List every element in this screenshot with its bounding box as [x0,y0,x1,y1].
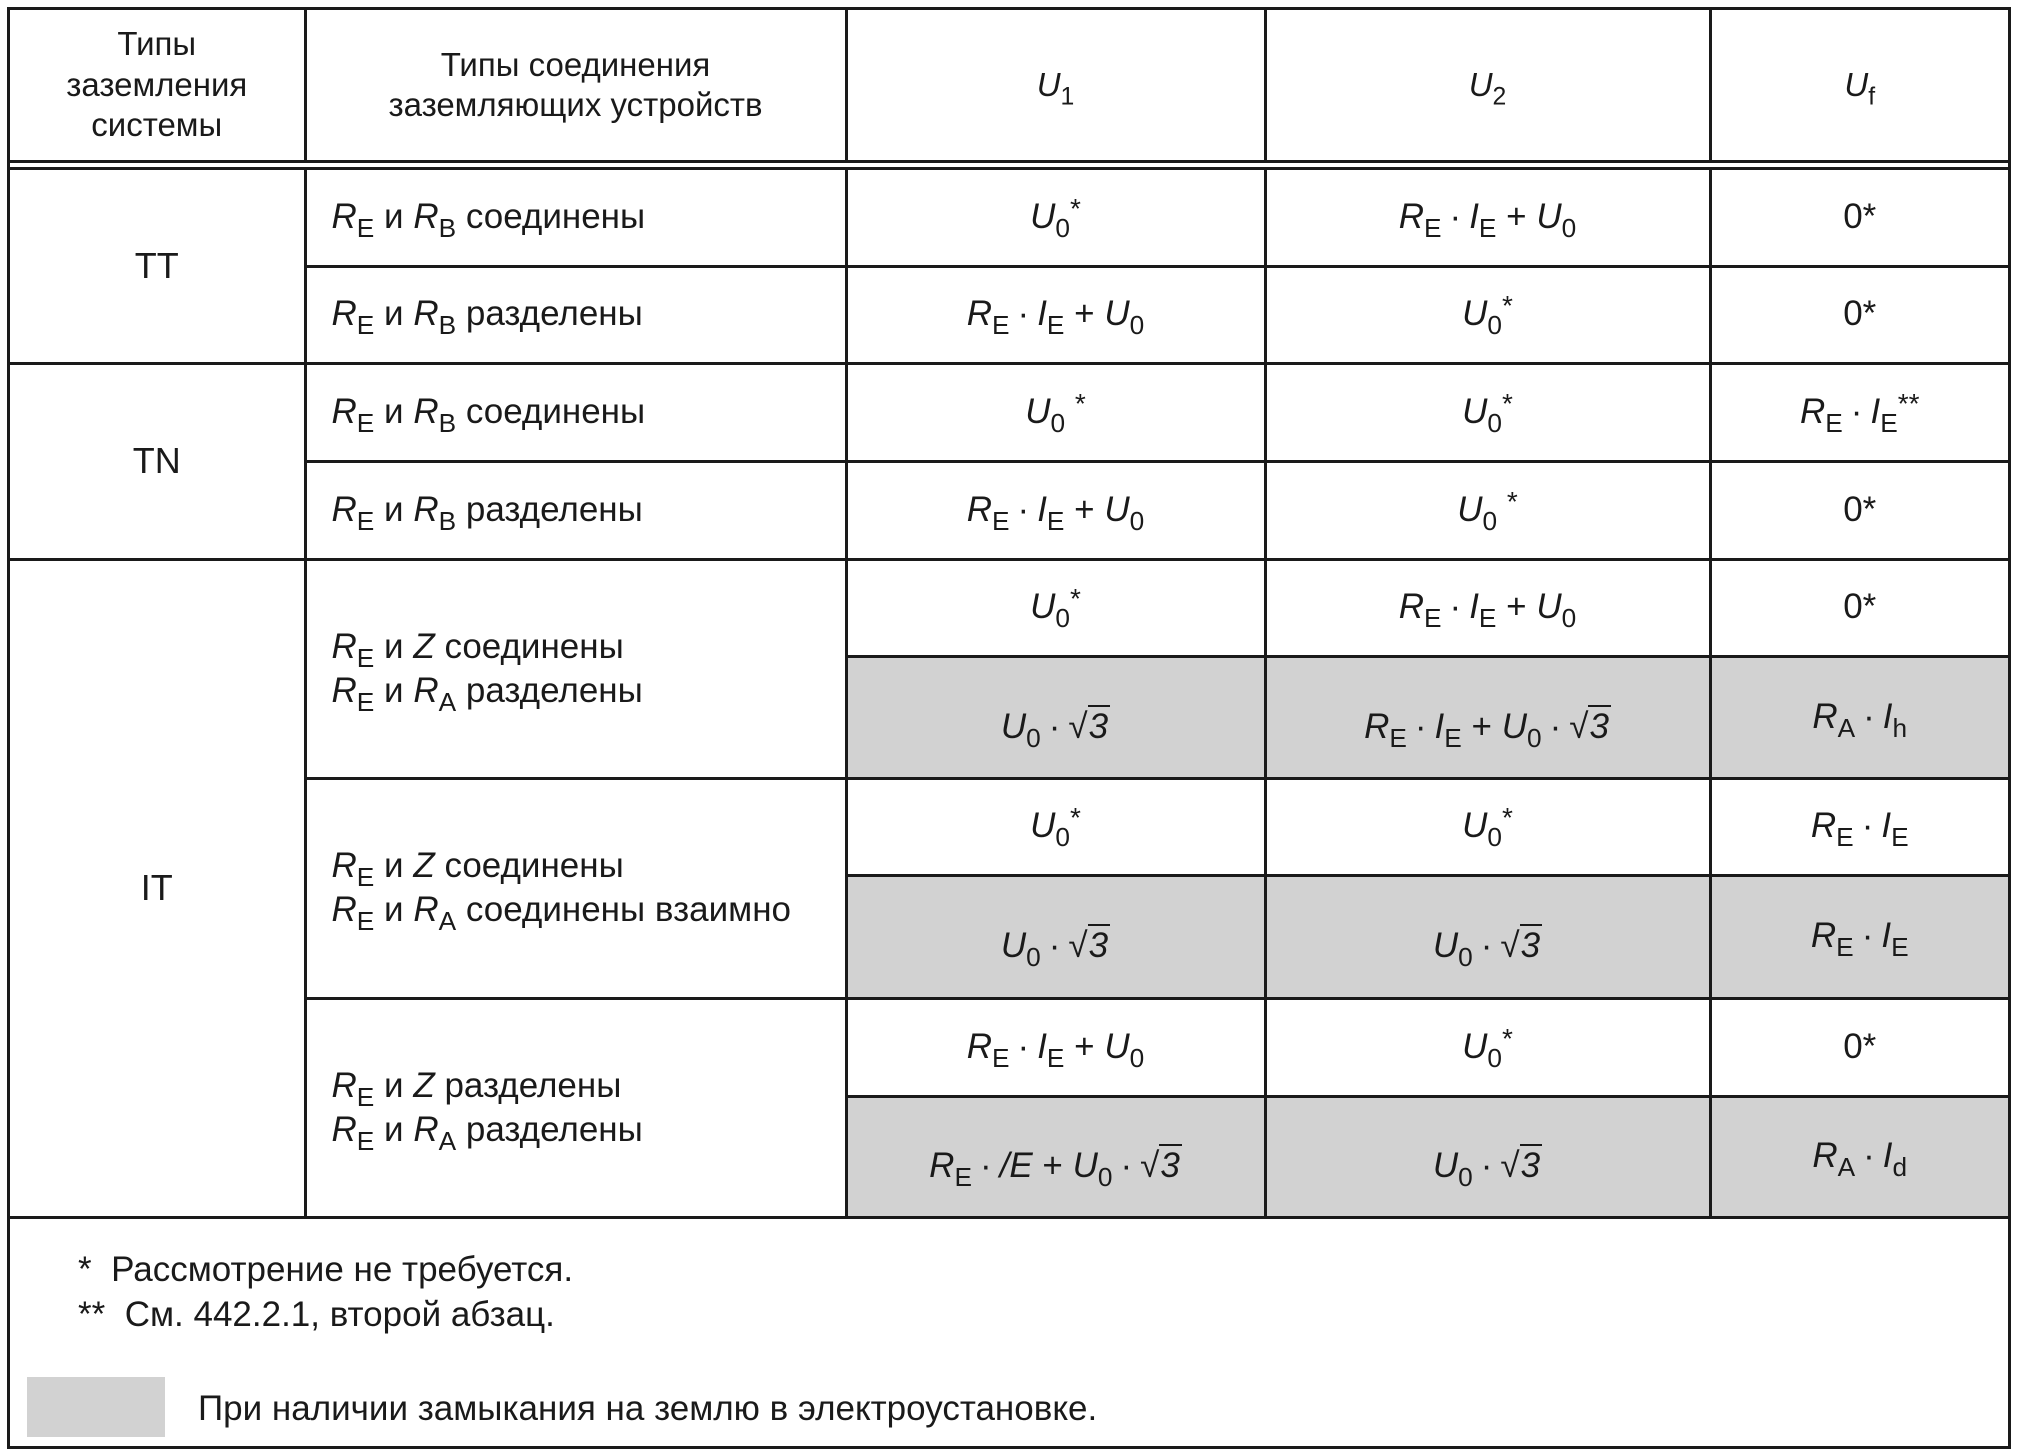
u1-cell-fault: $U_0 \cdot √3$ [846,875,1265,998]
u2-cell: $U_0^*$ [1265,266,1710,363]
header-connection-types: Типы соединения заземляющих устройств [305,10,846,161]
table-row [10,998,2008,1096]
header-system-types: Типы заземления системы [10,10,305,161]
u1-cell: $R_E \cdot I_E + U_0$ [846,266,1265,363]
sqrt-symbol: √3 [1569,706,1609,746]
uf-cell-fault: $R_E \cdot I_E$ [1710,875,2008,998]
u2-cell-fault: $U_0 \cdot √3$ [1265,875,1710,998]
header-u2: $U_2$ [1265,10,1710,161]
connection-cell: $R_E$ и $R_B$ разделены [305,461,846,559]
u2-cell-fault: $R_E \cdot I_E + U_0 \cdot √3$ [1265,656,1710,778]
connection-cell: $R_E$ и $R_B$ разделены [305,266,846,363]
connection-cell: $R_E$ и $R_B$ соединены [305,363,846,461]
uf-cell: 0* [1710,266,2008,363]
u2-cell: $R_E \cdot I_E + U_0$ [1265,559,1710,656]
uf-cell: 0* [1710,168,2008,266]
uf-cell-fault: $R_A \cdot I_h$ [1710,656,2008,778]
header-uf: $U_f$ [1710,10,2008,161]
connection-cell: $R_E$ и Z соединены $R_E$ и $R_A$ соединены взаимно [305,778,846,998]
uf-cell-fault: $R_A \cdot I_d$ [1710,1096,2008,1217]
sqrt-symbol: √3 [1068,706,1109,746]
u1-cell-fault: $R_E \cdot /E + U_0 \cdot √3$ [846,1096,1265,1217]
uf-cell: 0* [1710,559,2008,656]
footnotes [78,1248,573,1338]
u1-cell: $U_0$ * [846,363,1265,461]
u2-cell: $R_E \cdot I_E + U_0$ [1265,168,1710,266]
uf-cell: 0* [1710,998,2008,1096]
u1-cell: $U_0^*$ [846,778,1265,875]
sqrt-symbol: √3 [1140,1146,1180,1186]
u1-cell: $U_0^*$ [846,559,1265,656]
u1-cell: $R_E \cdot I_E + U_0$ [846,998,1265,1096]
u2-cell-fault: $U_0 \cdot √3$ [1265,1096,1710,1217]
u2-cell: $U_0^*$ [1265,778,1710,875]
uf-cell: $R_E \cdot I_E^{**}$ [1710,363,2008,461]
header-u1: $U_1$ [846,10,1265,161]
footnote-2: ** См. 442.2.1, второй абзац. [78,1294,555,1334]
sqrt-symbol: √3 [1068,926,1109,966]
connection-cell: $R_E$ и $R_B$ соединены [305,168,846,266]
system-type-tt: TT [10,168,305,363]
header-row [10,10,2008,161]
header-separator [10,161,2008,168]
table-row [10,461,2008,559]
legend-text: При наличии замыкания на землю в электроустановке. [198,1389,1098,1428]
u2-cell: $U_0^*$ [1265,363,1710,461]
footnote-1: * Рассмотрение не требуется. [78,1250,574,1289]
u2-cell: $U_0$ * [1265,461,1710,559]
table-row [10,266,2008,363]
connection-cell: $R_E$ и Z разделены $R_E$ и $R_A$ разделены [305,998,846,1217]
connection-cell: $R_E$ и Z соединены $R_E$ и $R_A$ разделены [305,559,846,778]
sqrt-symbol: √3 [1500,926,1541,966]
table-row [10,559,2008,656]
u1-cell: $U_0^*$ [846,168,1265,266]
system-type-it: IT [10,559,305,1217]
standards-table-sheet [7,7,2011,1449]
uf-cell: $R_E \cdot I_E$ [1710,778,2008,875]
voltage-stress-table [10,10,2008,1219]
table-row [10,778,2008,875]
sqrt-symbol: √3 [1500,1146,1541,1186]
uf-cell: 0* [1710,461,2008,559]
system-type-tn: TN [10,363,305,559]
table-row [10,363,2008,461]
table-row [10,168,2008,266]
u2-cell: $U_0^*$ [1265,998,1710,1096]
legend-shade-swatch [27,1377,165,1437]
u1-cell: $R_E \cdot I_E + U_0$ [846,461,1265,559]
u1-cell-fault: $U_0 \cdot √3$ [846,656,1265,778]
